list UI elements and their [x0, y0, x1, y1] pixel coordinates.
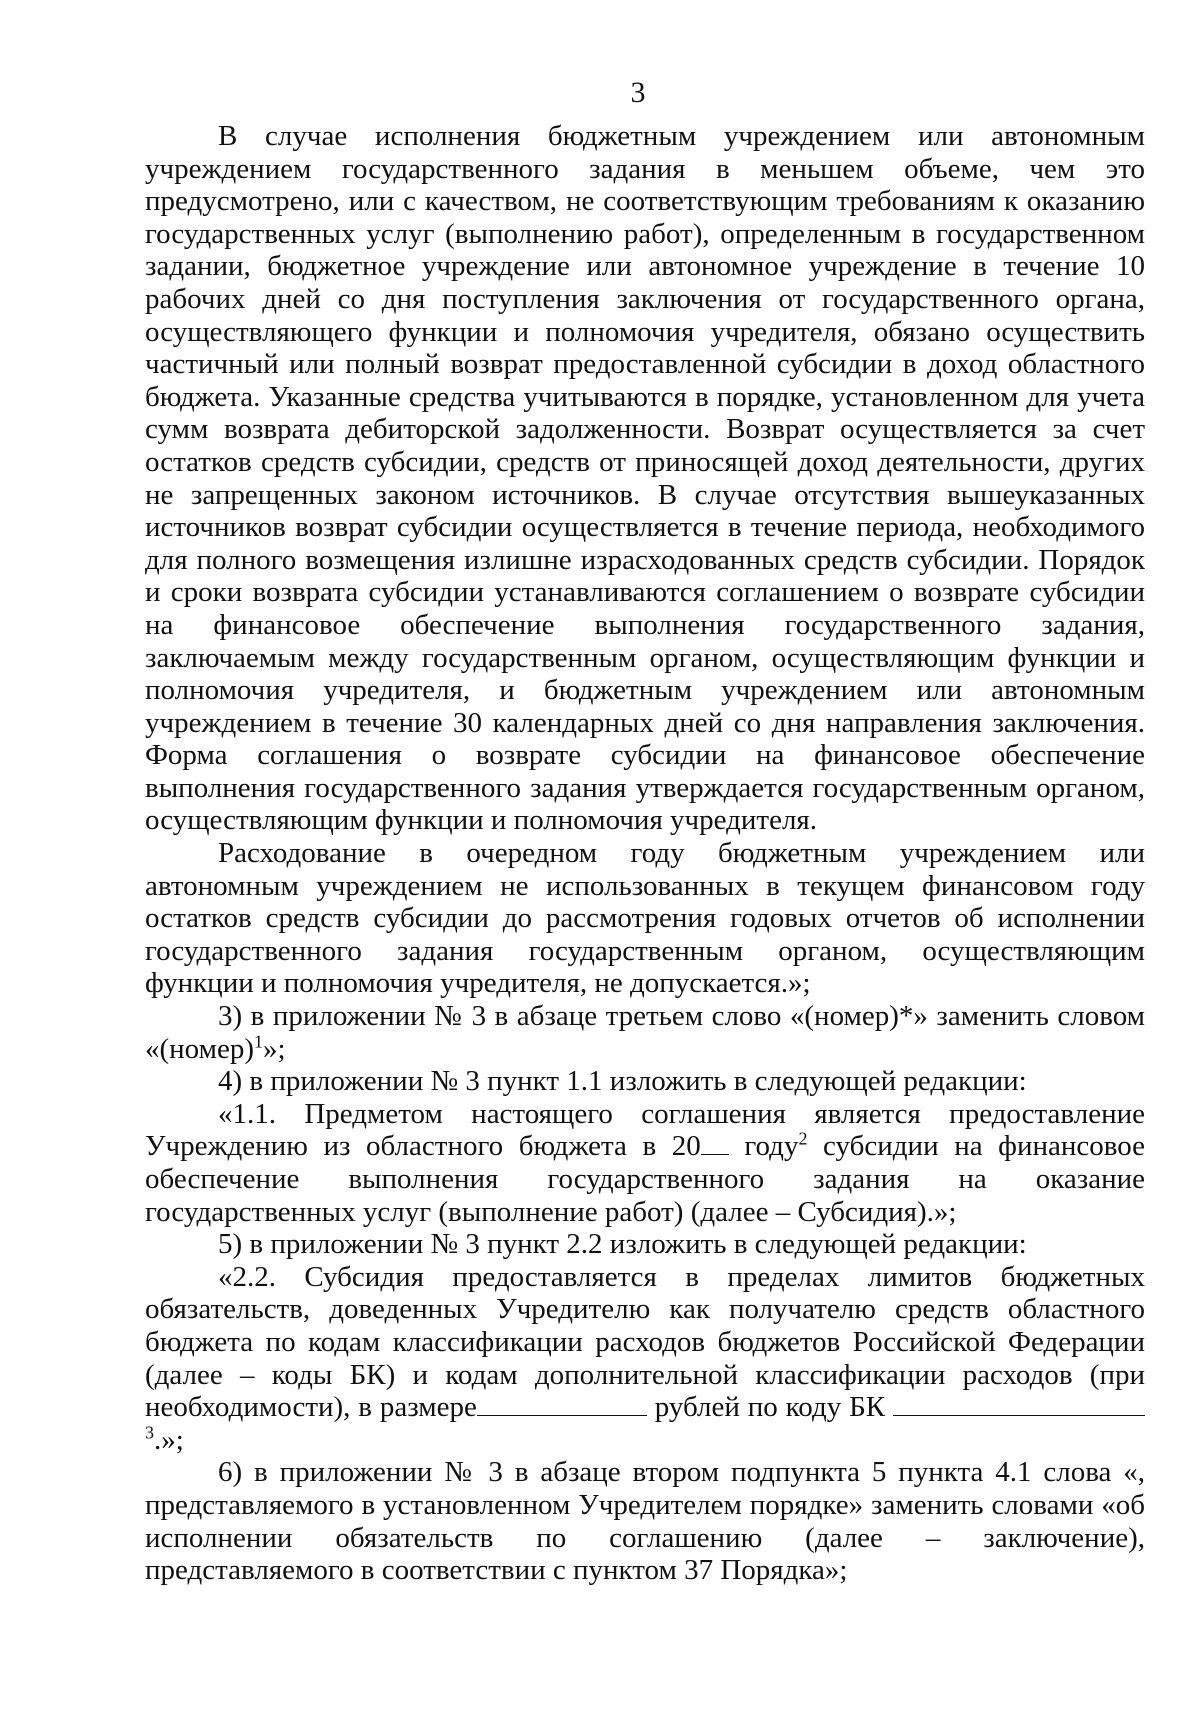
clause-2-2-end: .»; — [154, 1423, 184, 1456]
page-number: 3 — [630, 76, 646, 109]
clause-1-1-text: «1.1. Предметом настоящего соглашения является предоставление Учреждению из областного бюджета в 20 — [145, 1097, 1145, 1163]
paragraph-subsidy-return: В случае исполнения бюджетным учреждением или автономным учреждением государственного задания в меньшем объеме, чем это предусмотрено, или с качеством, не соответствующим требованиям к оказанию государственных услуг (выполнению работ), определенным в государственном задании, бюджетное учреждение или автономное учреждение в течение 10 рабочих дней со дня поступления заключения от государственного органа, осуществляющего функции и полномочия учредителя, обязано осуществить частичный или полный возврат предоставленной субсидии в доход областного бюджета. Указанные средства учитываются в порядке, установленном для учета сумм возврата дебиторской задолженности. Возврат осуществляется за счет остатков средств субсидии, средств от приносящей доход деятельности, других не запрещенных законом источников. В случае отсутствия вышеуказанных источников возврат субсидии осуществляется в течение периода, необходимого для полного возмещения излишне израсходованных средств субсидии. Порядок и сроки возврата субсидии устанавливаются соглашением о возврате субсидии на финансовое обеспечение выполнения государственного задания, заключаемым между государственным органом, осуществляющим функции и полномочия учредителя, и бюджетным учреждением или автономным учреждением в течение 30 календарных дней со дня направления заключения. Форма соглашения о возврате субсидии на финансовое обеспечение выполнения государственного задания утверждается государственным органом, осуществляющим функции и полномочия учредителя. — [145, 120, 1145, 837]
paragraph-item-3 — [145, 1000, 1145, 1065]
item-3-text: 3) в приложении № 3 в абзаце третьем слово «(номер)*» заменить словом «(номер) — [145, 1000, 1145, 1065]
paragraph-item-5: 5) в приложении № 3 пункт 2.2 изложить в следующей редакции: — [218, 1228, 1027, 1261]
item-3-end: »; — [263, 1032, 286, 1065]
year-blank — [701, 1132, 729, 1155]
paragraph-item-4: 4) в приложении № 3 пункт 1.1 изложить в следующей редакции: — [218, 1065, 1027, 1098]
paragraph-unused-balance: Расходование в очередном году бюджетным учреждением или автономным учреждением не использованных в текущем финансовом году остатков средств субсидии до рассмотрения годовых отчетов об исполнении государственного задания государственным органом, осуществляющим функции и полномочия учредителя, не допускается.»; — [145, 837, 1145, 1000]
clause-2-2-code-text: рублей по коду БК — [646, 1391, 886, 1424]
footnote-ref-2: 2 — [798, 1128, 808, 1149]
amount-blank — [477, 1393, 647, 1416]
clause-1-1-year-word: году — [728, 1130, 799, 1163]
footnote-ref-3: 3 — [145, 1422, 154, 1443]
paragraph-item-6: 6) в приложении № 3 в абзаце втором подпункта 5 пункта 4.1 слова «, представляемого в установленном Учредителем порядке» заменить словами «об исполнении обязательств по соглашению (далее – заключение), представляемого в соответствии с пунктом 37 Порядка»; — [145, 1456, 1145, 1587]
paragraph-clause-2-2 — [145, 1261, 1145, 1457]
clause-2-2-text: «2.2. Субсидия предоставляется в пределах лимитов бюджетных обязательств, доведенных Учредителю как получателю средств областного бюджета по кодам классификации расходов бюджетов Российской Федерации (далее – коды БК) и кодам дополнительной классификации расходов (при необходимости), в размере — [145, 1260, 1145, 1424]
bk-code-blank — [893, 1393, 1145, 1416]
paragraph-clause-1-1 — [145, 1098, 1145, 1228]
footnote-ref-1: 1 — [254, 1030, 264, 1051]
clause-1-1-end: субсидии на финансовое обеспечение выполнения государственного задания на оказание государственных услуг (выполнение работ) (далее – Субсидия).»; — [145, 1130, 1145, 1228]
document-body — [145, 120, 1145, 1587]
